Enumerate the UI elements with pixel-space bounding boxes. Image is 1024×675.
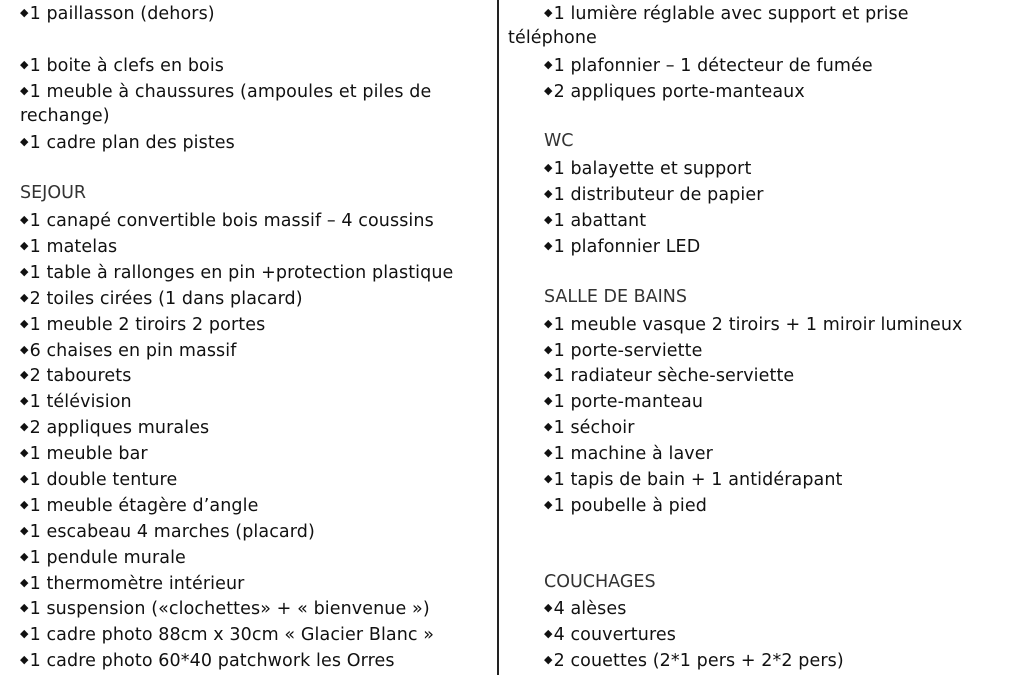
list-item: ◆1 balayette et support xyxy=(544,159,752,180)
salle-de-bains-list xyxy=(508,311,1018,518)
wc-list xyxy=(508,155,1018,259)
bullet-icon: ◆ xyxy=(20,342,29,356)
list-item: ◆1 thermomètre intérieur xyxy=(20,573,245,594)
bullet-icon: ◆ xyxy=(20,83,29,97)
list-item: ◆4 couvertures xyxy=(544,625,676,646)
bullet-icon: ◆ xyxy=(20,627,29,641)
spacer xyxy=(20,155,492,181)
bullet-icon: ◆ xyxy=(544,627,553,641)
bullet-icon: ◆ xyxy=(20,57,29,71)
list-item: ◆2 appliques murales xyxy=(20,418,210,439)
bullet-icon: ◆ xyxy=(20,135,29,149)
bullet-icon: ◆ xyxy=(544,472,553,486)
list-item: ◆2 tabourets xyxy=(20,366,132,387)
section-title-wc: WC xyxy=(544,131,574,152)
bullet-icon: ◆ xyxy=(544,601,553,615)
couchages-list xyxy=(508,595,1018,673)
list-item: ◆1 plafonnier LED xyxy=(544,237,701,258)
list-item: ◆1 lumière réglable avec support et prise xyxy=(544,4,909,24)
bullet-icon: ◆ xyxy=(20,213,29,227)
list-item: ◆1 matelas xyxy=(20,237,118,258)
bullet-icon: ◆ xyxy=(20,6,29,19)
bullet-icon: ◆ xyxy=(20,601,29,615)
bullet-icon: ◆ xyxy=(20,497,29,511)
bullet-icon: ◆ xyxy=(20,290,29,304)
bullet-icon: ◆ xyxy=(544,342,553,356)
list-item: ◆1 pendule murale xyxy=(20,547,186,568)
list-item-continuation: rechange) xyxy=(20,105,110,126)
list-item: ◆1 tapis de bain + 1 antidérapant xyxy=(544,470,843,491)
list-item: ◆1 boite à clefs en bois xyxy=(20,55,225,76)
list-item: ◆1 machine à laver xyxy=(544,444,713,465)
list-item: ◆2 appliques porte-manteaux xyxy=(544,81,805,102)
bullet-icon: ◆ xyxy=(20,523,29,537)
list-item: ◆1 cadre plan des pistes xyxy=(20,133,235,154)
section-title-couchages: COUCHAGES xyxy=(544,571,656,592)
list-item-continuation: téléphone xyxy=(508,27,597,48)
spacer xyxy=(508,518,1018,544)
right-column xyxy=(508,0,1018,673)
bullet-icon: ◆ xyxy=(20,394,29,408)
list-item: ◆1 porte-serviette xyxy=(544,340,703,361)
bullet-icon: ◆ xyxy=(544,6,553,19)
bullet-icon: ◆ xyxy=(20,316,29,330)
bullet-icon: ◆ xyxy=(20,239,29,253)
list-item: ◆1 cadre photo 60*40 patchwork les Orres xyxy=(20,651,395,672)
bullet-icon: ◆ xyxy=(20,264,29,278)
list-item: ◆1 canapé convertible bois massif – 4 coussins xyxy=(20,211,434,232)
bullet-icon: ◆ xyxy=(544,653,553,667)
bullet-icon: ◆ xyxy=(544,239,553,253)
list-item: ◆1 escabeau 4 marches (placard) xyxy=(20,521,315,542)
list-item: ◆1 cadre photo 88cm x 30cm « Glacier Blanc » xyxy=(20,625,435,646)
bullet-icon: ◆ xyxy=(544,368,553,382)
bullet-icon: ◆ xyxy=(20,575,29,589)
section-title-sejour: SEJOUR xyxy=(20,183,87,204)
bullet-icon: ◆ xyxy=(20,653,29,667)
bullet-icon: ◆ xyxy=(20,368,29,382)
list-item: ◆6 chaises en pin massif xyxy=(20,340,237,361)
list-item: ◆1 abattant xyxy=(544,211,647,232)
bullet-icon: ◆ xyxy=(544,316,553,330)
bullet-icon: ◆ xyxy=(544,213,553,227)
spacer xyxy=(508,104,1018,130)
list-item: ◆1 télévision xyxy=(20,392,132,413)
list-item: ◆1 plafonnier – 1 détecteur de fumée xyxy=(544,55,873,76)
left-column xyxy=(20,0,492,673)
list-item: ◆2 couettes (2*1 pers + 2*2 pers) xyxy=(544,651,844,672)
section-title-salle-de-bains: SALLE DE BAINS xyxy=(544,286,687,307)
list-item: ◆1 meuble étagère d’angle xyxy=(20,495,259,516)
bullet-icon: ◆ xyxy=(544,394,553,408)
list-item: ◆1 paillasson (dehors) xyxy=(20,4,215,24)
list-item: ◆1 séchoir xyxy=(544,418,635,439)
top-list xyxy=(508,52,1018,104)
spacer xyxy=(508,544,1018,570)
bullet-icon: ◆ xyxy=(20,446,29,460)
list-item: ◆1 double tenture xyxy=(20,470,178,491)
bullet-icon: ◆ xyxy=(544,187,553,201)
list-item: ◆4 alèses xyxy=(544,599,627,620)
sejour-list xyxy=(20,207,492,673)
list-item: ◆1 porte-manteau xyxy=(544,392,704,413)
spacer xyxy=(20,26,492,52)
list-item: ◆1 suspension («clochettes» + « bienvenue ») xyxy=(20,599,430,620)
list-item: ◆1 table à rallonges en pin +protection plastique xyxy=(20,262,454,283)
list-item: ◆1 radiateur sèche-serviette xyxy=(544,366,795,387)
bullet-icon: ◆ xyxy=(544,446,553,460)
list-item: ◆1 poubelle à pied xyxy=(544,495,707,516)
bullet-icon: ◆ xyxy=(544,57,553,71)
bullet-icon: ◆ xyxy=(544,83,553,97)
bullet-icon: ◆ xyxy=(544,497,553,511)
bullet-icon: ◆ xyxy=(20,549,29,563)
column-divider xyxy=(497,0,499,675)
bullet-icon: ◆ xyxy=(544,420,553,434)
bullet-icon: ◆ xyxy=(544,161,553,175)
bullet-icon: ◆ xyxy=(20,420,29,434)
spacer xyxy=(508,259,1018,285)
list-item: ◆1 meuble à chaussures (ampoules et piles de xyxy=(20,81,432,102)
list-item: ◆1 meuble 2 tiroirs 2 portes xyxy=(20,314,266,335)
bullet-icon: ◆ xyxy=(20,472,29,486)
list-item: ◆1 distributeur de papier xyxy=(544,185,764,206)
list-item: ◆2 toiles cirées (1 dans placard) xyxy=(20,288,303,309)
list-item: ◆1 meuble vasque 2 tiroirs + 1 miroir lumineux xyxy=(544,314,963,335)
list-item: ◆1 meuble bar xyxy=(20,444,148,465)
